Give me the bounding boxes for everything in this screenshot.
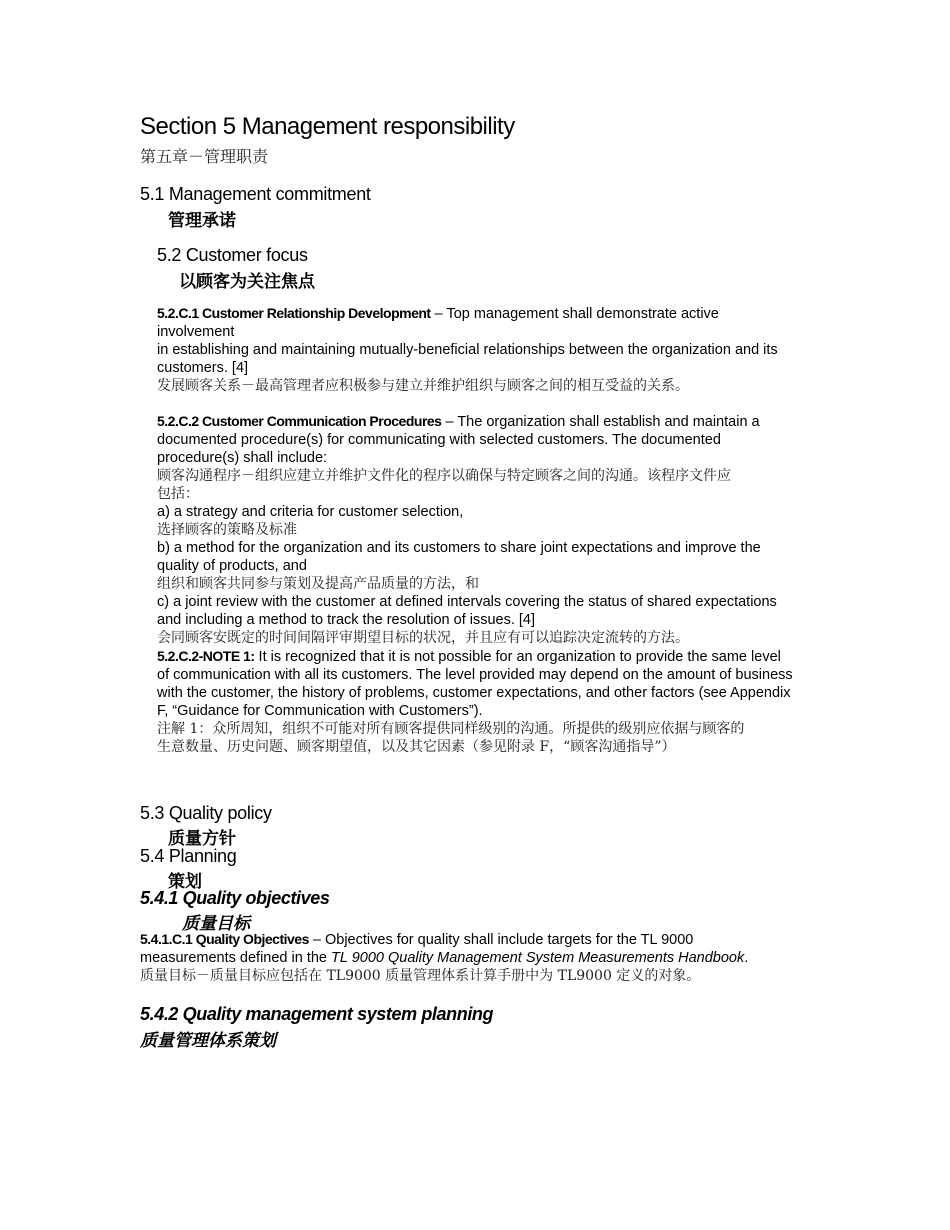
clause-text: – Objectives for quality shall include targets for the TL 9000 bbox=[308, 932, 694, 948]
clause-text: – Top management shall demonstrate active bbox=[430, 306, 719, 322]
list-item-b: quality of products, and bbox=[157, 558, 307, 574]
heading-5-4-1-zh: 质量目标 bbox=[182, 914, 250, 933]
note-text: F, “Guidance for Communication with Customers”). bbox=[157, 703, 483, 719]
heading-5-4-2: 5.4.2 Quality management system planning bbox=[140, 1004, 494, 1024]
note-text-zh: 注解 1：众所周知，组织不可能对所有顾客提供同样级别的沟通。所提供的级别应依据与顾客的 bbox=[157, 721, 745, 737]
heading-5-2: 5.2 Customer focus bbox=[157, 245, 308, 265]
handbook-title: TL 9000 Quality Management System Measurements Handbook bbox=[331, 950, 745, 966]
heading-5-2-zh: 以顾客为关注焦点 bbox=[179, 272, 315, 291]
list-item-b: b) a method for the organization and its customers to share joint expectations and improve the bbox=[157, 540, 761, 556]
section-title-zh: 第五章－管理职责 bbox=[140, 147, 269, 166]
clause-text: involvement bbox=[157, 324, 235, 340]
clause-text: . bbox=[744, 950, 749, 966]
list-item-c-zh: 会同顾客安既定的时间间隔评审期望目标的状况，并且应有可以追踪决定流转的方法。 bbox=[157, 630, 689, 646]
clause-label: 5.2.C.1 Customer Relationship Development bbox=[157, 305, 431, 321]
heading-5-4: 5.4 Planning bbox=[140, 846, 237, 866]
heading-5-3: 5.3 Quality policy bbox=[140, 803, 272, 823]
list-item-a-zh: 选择顾客的策略及标准 bbox=[157, 522, 297, 538]
list-item-a: a) a strategy and criteria for customer selection, bbox=[157, 504, 464, 520]
clause-5-2-c-1 bbox=[157, 304, 778, 395]
heading-5-4-1: 5.4.1 Quality objectives bbox=[140, 888, 330, 908]
heading-5-1-zh: 管理承诺 bbox=[168, 211, 236, 230]
clause-text: customers. [4] bbox=[157, 360, 249, 376]
clause-text-zh: 质量目标－质量目标应包括在 TL9000 质量管理体系计算手册中为 TL9000 定义的对象。 bbox=[140, 968, 701, 984]
note-text: with the customer, the history of problems, customer expectations, and other factors (see Appendix bbox=[157, 685, 791, 701]
heading-5-4-2-zh: 质量管理体系策划 bbox=[140, 1031, 276, 1050]
clause-label: 5.2.C.2 Customer Communication Procedures bbox=[157, 413, 442, 429]
note-text: of communication with all its customers. The level provided may depend on the amount of business bbox=[157, 667, 793, 683]
clause-5-4-1-c-1 bbox=[140, 930, 748, 985]
clause-text: in establishing and maintaining mutually-beneficial relationships between the organization and its bbox=[157, 342, 778, 358]
note-text: It is recognized that it is not possible for an organization to provide the same level bbox=[254, 649, 781, 665]
section-title: Section 5 Management responsibility bbox=[140, 113, 515, 140]
heading-5-4-zh: 策划 bbox=[168, 872, 202, 891]
list-item-b-zh: 组织和顾客共同参与策划及提高产品质量的方法，和 bbox=[157, 576, 479, 592]
clause-text: measurements defined in the bbox=[140, 950, 332, 966]
clause-text: – The organization shall establish and maintain a bbox=[441, 414, 760, 430]
clause-text: documented procedure(s) for communicating with selected customers. The documented bbox=[157, 432, 721, 448]
clause-text-zh: 包括： bbox=[157, 486, 199, 502]
note-text-zh: 生意数量、历史问题、顾客期望值，以及其它因素（参见附录 F，“顾客沟通指导”） bbox=[157, 739, 676, 755]
clause-text-zh: 顾客沟通程序－组织应建立并维护文件化的程序以确保与特定顾客之间的沟通。该程序文件应 bbox=[157, 468, 731, 484]
clause-text-zh: 发展顾客关系－最高管理者应积极参与建立并维护组织与顾客之间的相互受益的关系。 bbox=[157, 378, 689, 394]
list-item-c: c) a joint review with the customer at defined intervals covering the status of shared expectations bbox=[157, 594, 777, 610]
clause-text: procedure(s) shall include: bbox=[157, 450, 328, 466]
clause-5-2-c-2 bbox=[157, 412, 793, 756]
list-item-c: and including a method to track the resolution of issues. [4] bbox=[157, 612, 536, 628]
heading-5-1: 5.1 Management commitment bbox=[140, 184, 371, 204]
clause-label: 5.4.1.C.1 Quality Objectives bbox=[140, 931, 309, 947]
heading-5-3-zh: 质量方针 bbox=[168, 829, 236, 848]
note-label: 5.2.C.2-NOTE 1: bbox=[157, 648, 255, 664]
